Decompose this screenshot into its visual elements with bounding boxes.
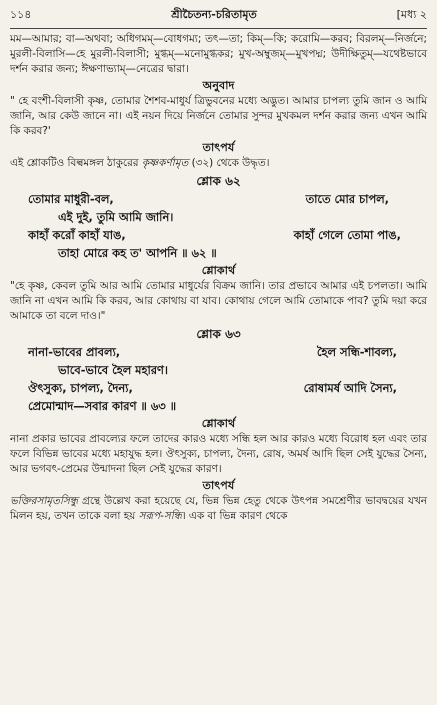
purport-suffix: (৩২) থেকে উদ্ধৃত। [188,157,270,169]
section-label: [মধ্য ২ [396,8,427,21]
verse-63-translation-heading: শ্লোকার্থ [201,417,236,430]
verse-line-left: নানা-ভাবের প্রাবল্য, [28,345,121,359]
purport-2-body: গ্রন্থে উল্লেখ করা হয়েছে যে, ভিন্ন ভিন্ন হেতু থেকে উৎপন্ন সমশ্রেণীর ভাবদ্বয়ের যখন মিলন হয়, তখন তাকে বলা হয় [10,495,427,522]
translation-text: " হে বংশী-বিলাসী কৃষ্ণ, তোমার শৈশব-মাধুর্য ত্রিভুবনের মধ্যে অদ্ভুত। আমার চাপল্য তুমি জান ও আমি জানি, আর কেউ জানে না। এই নয়ন দিয়ে নির্জনে তোমার সুন্দর মুখকমল দর্শন করার জন্য এখন আমি কি করব?' [10,95,427,137]
verse-63 [10,343,427,415]
purport-prefix: এই শ্লোকটিও বিল্বমঙ্গল ঠাকুরের [10,157,142,169]
purport-2-text [10,494,427,524]
verse-line: তাহা মোরে কহ ত' আপনি ॥ ৬২ ॥ [58,246,217,260]
verse-line [10,343,427,361]
verse-line [10,379,427,397]
verse-line [10,226,427,244]
purport-heading: তাৎপর্য [202,141,235,154]
verse-line: প্রেমোন্মাদ—সবার কারণ ॥ ৬৩ ॥ [28,399,177,413]
verse-line-right: কাহাঁ গেলে তোমা পাঙ, [293,228,401,242]
verse-line-right: রোষামর্ষ আদি সৈন্য, [303,381,397,395]
purport-2-end: । এক বা ভিন্ন কারণ থেকে [181,510,288,522]
verse-line: এই দুই, তুমি আমি জানি। [58,210,174,224]
verse-line: ভাবে-ভাবে হৈল মহারণ। [58,363,168,377]
verse-line-left: ঔৎসুক্য, চাপল্য, দৈন্য, [28,381,133,395]
translation-heading: অনুবাদ [202,79,235,92]
verse-62 [10,190,427,262]
book-reference: কৃষ্ণকর্ণামৃত [141,157,189,169]
verse-63-translation: নানা প্রকার ভাবের প্রাবল্যের ফলে তাদের কারও মধ্যে সন্ধি হল আর কারও মধ্যে বিরোধ হল এবং তার ফলে বিভিন্ন ভাবের মধ্যে মহাযুদ্ধ হল। ঔৎসুক্য, চাপল্য, দৈন্য, রোষ, অমর্ষ আদি ছিল সেই যুদ্ধের সৈন্য, আর ভগবৎ-প্রেমের উন্মাদনা ছিল সেই যুদ্ধের কারণ। [10,433,427,475]
verse-62-translation-heading: শ্লোকার্থ [201,264,236,277]
purport-text [10,156,427,171]
verse-line-left: তোমার মাধুরী-বল, [28,192,114,206]
book-reference: ভক্তিরসামৃতসিন্ধু [10,495,79,507]
running-title: শ্রীচৈতন্য-চরিতামৃত [171,8,257,21]
verse-62-translation: "হে কৃষ্ণ, কেবল তুমি আর আমি তোমার মাধুর্যের বিক্রম জানি। তার প্রভাবে আমার এই চপলতা। আমি জানি না এখন আমি কি করব, আর কোথায় বা যাব। কোথায় গেলে আমি তোমাকে পাব? তুমি দয়া করে আমাকে তা বলে দাও।" [10,280,427,322]
verse-63-title: শ্লোক ৬৩ [196,327,241,341]
verse-line [10,190,427,208]
verse-line-right: হৈল সন্ধি-শাবল্য, [316,345,397,359]
page-header [10,6,427,29]
page-number: ১১৪ [10,8,32,21]
verse-line-left: কাহাঁ করোঁ কাহাঁ যাঙ, [28,228,126,242]
verse-line-right: তাতে মোর চাপল, [305,192,389,206]
verse-62-title: শ্লোক ৬২ [196,174,241,188]
term-reference: সরূপ-সন্ধি [138,510,182,522]
word-for-word-gloss: মম—আমার; বা—অথবা; অধিগমম্—বোধগম্য; তৎ—তা; কিম্—কি; করোমি—করব; বিরলম্—নির্জনে; মুরলী-বিলাসি—হে মুরলী-বিলাসী; মুগ্ধম্—মনোমুগ্ধকর; মুখ-অম্বুজম্—মুখপদ্ম; উদীক্ষিতুম্—যথেষ্টভাবে দর্শন করার জন্য; ঈক্ষণাভ্যাম্—নেত্রের দ্বারা। [10,33,427,75]
purport-2-heading: তাৎপর্য [202,479,235,492]
